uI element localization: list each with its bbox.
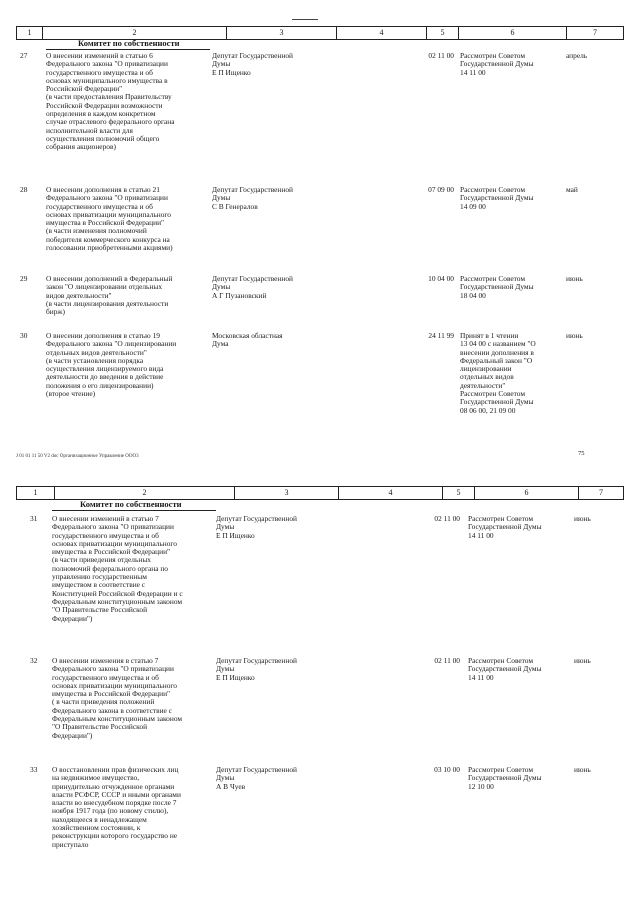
submission-date: 02 11 00	[434, 514, 460, 523]
row-number: 30	[20, 331, 28, 340]
planned-month: апрель	[566, 51, 588, 60]
bill-title: О внесении изменения в статью 7 Федерального закона "О приватизации государственного имущества и об основах приватизации муниципального имущества в Российской Федерации" ( в части приведения положений Федерального закона в соответствие с Федеральным конституционным законом "О Правительстве Российской Федерации")	[52, 656, 183, 740]
bill-author: Депутат Государственной Думы Е П Ищенко	[216, 656, 297, 682]
planned-month: май	[566, 185, 578, 194]
planned-month: июнь	[574, 765, 591, 774]
scan-mark	[292, 19, 318, 20]
row-number: 32	[30, 656, 38, 665]
bill-author: Депутат Государственной Думы А В Чуев	[216, 765, 297, 791]
header-col-3: 3	[227, 27, 337, 39]
header-col-1: 1	[17, 27, 43, 39]
bill-status: Рассмотрен Советом Государственной Думы 14 09 00	[460, 185, 534, 211]
header-col-7: 7	[593, 28, 597, 37]
planned-month: июнь	[574, 514, 591, 523]
header-col-4: 4	[337, 27, 427, 39]
row-number: 29	[20, 274, 28, 283]
header-col-3: 3	[235, 487, 339, 499]
submission-date: 02 11 00	[428, 51, 454, 60]
bill-title: О внесении изменений в статью 6 Федерального закона "О приватизации государственного имущества и об основах муниципального имущества в Российской Федерации" (в части предоставления Правительству Российской Федерации возможности определения в каждом конкретном случае отраслевого федерального органа исполнительной власти для осуществления полномочий общего собрания акционеров)	[46, 51, 175, 152]
header-col-2: 2	[43, 27, 227, 39]
submission-date: 02 11 00	[434, 656, 460, 665]
header-col-7: 7	[599, 488, 603, 497]
bill-author: Депутат Государственной Думы А Г Пузановский	[212, 274, 293, 300]
header-col-5: 5	[427, 27, 459, 39]
bill-status: Рассмотрен Советом Государственной Думы 18 04 00	[460, 274, 534, 300]
header-col-2: 2	[55, 487, 235, 499]
bill-status: Рассмотрен Советом Государственной Думы 14 11 00	[468, 656, 542, 682]
bill-title: О внесении изменений в статью 7 Федерального закона "О приватизации государственного имущества и об основах приватизации муниципального имущества в Российской Федерации" (в части приведения отдельных полномочий федерального органа по управлению государственным имуществом в соответствие с Конституцией Российской Федерации и с Федеральным конституционным законом "О Правительстве Российской Федерации")	[52, 514, 183, 623]
bill-title: О внесении дополнений в Федеральный закон "О лицензировании отдельных видов деятельности" (в части лицензирования деятельности бирж)	[46, 274, 173, 317]
bill-title: О внесении дополнения в статью 19 Федерального закона "О лицензировании отдельных видов деятельности" (в части установления порядка осуществления лицензируемого вида деятельности до введения в действие положения о его лицензировании) (второе чтение)	[46, 331, 177, 399]
submission-date: 07 09 00	[428, 185, 454, 194]
row-number: 31	[30, 514, 38, 523]
row-number: 27	[20, 51, 28, 60]
section-title: Комитет по собственности	[78, 38, 180, 48]
row-number: 28	[20, 185, 28, 194]
submission-date: 10 04 00	[428, 274, 454, 283]
bill-status: Рассмотрен Советом Государственной Думы 14 11 00	[460, 51, 534, 77]
bill-status: Рассмотрен Советом Государственной Думы 12 10 00	[468, 765, 542, 791]
bill-status: Принят в 1 чтении 13 04 00 с названием "О внесении дополнения в Федеральный закон "О лицензировании отдельных видов деятельности" Рассмотрен Советом Государственной Думы 08 06 00, 21 09 00	[460, 331, 536, 415]
planned-month: июнь	[574, 656, 591, 665]
section-underline	[52, 510, 216, 511]
header-col-1: 1	[17, 487, 55, 499]
header-col-6: 6	[459, 27, 567, 39]
bill-author: Депутат Государственной Думы Е П Ищенко	[216, 514, 297, 540]
header-col-4: 4	[339, 487, 443, 499]
section-title: Комитет по собственности	[80, 499, 182, 509]
table-header	[16, 486, 624, 500]
page-number: 75	[578, 450, 585, 457]
bill-author: Депутат Государственной Думы С В Генералов	[212, 185, 293, 211]
planned-month: июнь	[566, 274, 583, 283]
bill-title: О восстановлении прав физических лиц на недвижимое имущество, принудительно отчужденное органами власти РСФСР, СССР и иными органами власти во внесудебном порядке после 7 ноября 1917 года (по новому стилю), находящееся в ненадлежащем хозяйственном состоянии, к реконструкции которого государство не приступало	[52, 765, 181, 849]
row-number: 33	[30, 765, 38, 774]
bill-author: Московская областная Дума	[212, 331, 283, 349]
bill-author: Депутат Государственной Думы Е П Ищенко	[212, 51, 293, 77]
bill-status: Рассмотрен Советом Государственной Думы 14 11 00	[468, 514, 542, 540]
planned-month: июнь	[566, 331, 583, 340]
document-page-2	[0, 474, 640, 900]
header-col-6: 6	[475, 487, 579, 499]
bill-title: О внесении дополнения в статью 21 Федерального закона "О приватизации государственного имущества и об основах приватизации муниципального имущества в Российской Федерации" (в части изменения полномочий победителя коммерческого конкурса на голосовании приобретенными акциями)	[46, 185, 173, 253]
submission-date: 24 11 99	[428, 331, 454, 340]
page-footer: J 01 01 11 50 V2 doc Организационное Управление ООО3	[16, 454, 139, 459]
section-underline	[46, 49, 210, 50]
submission-date: 03 10 00	[434, 765, 460, 774]
header-col-5: 5	[443, 487, 475, 499]
